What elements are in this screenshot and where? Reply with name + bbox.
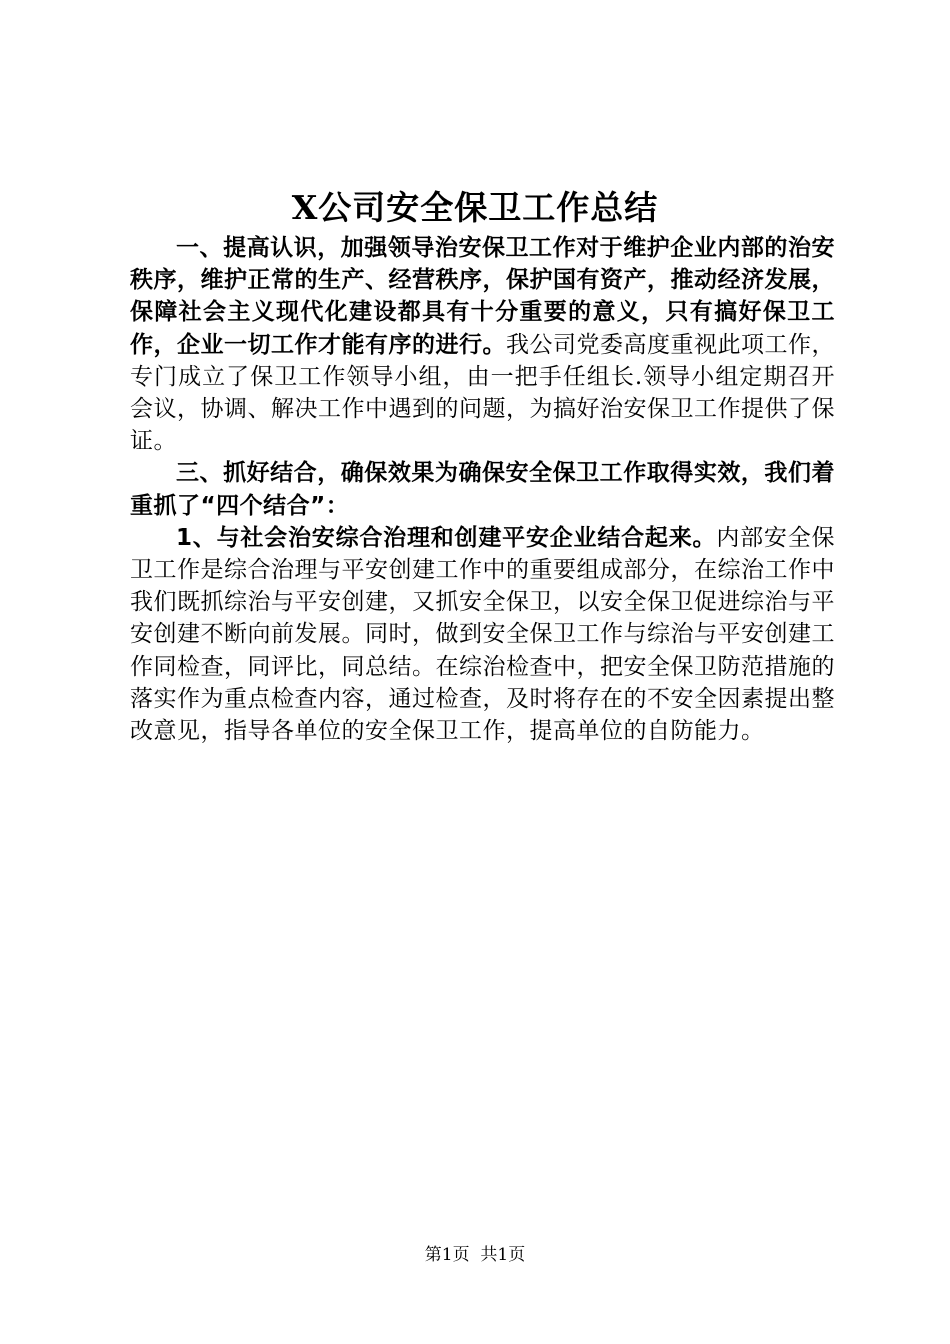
paragraph-four-combinations <box>130 457 835 521</box>
page-footer: 第1页 共1页 <box>424 1245 526 1265</box>
document-body <box>130 232 835 747</box>
paragraph-heading: 1、与社会治安综合治理和创建平安企业结合起来。 <box>176 524 717 551</box>
paragraph-raise-awareness <box>130 232 835 457</box>
paragraph-combination-1 <box>130 522 835 747</box>
paragraph-text: 我公司党委高度重视此项工作，专门成立了保卫工作领导小组，由一把手任组长.领导小组定期召开会议，协调、解决工作中遇到的问题，为搞好治安保卫工作提供了保证。 <box>130 331 835 455</box>
document-title: X公司安全保卫工作总结 <box>291 188 659 227</box>
paragraph-text: 内部安全保卫工作是综合治理与平安创建工作中的重要组成部分，在综治工作中我们既抓综治与平安创建，又抓安全保卫，以安全保卫促进综治与平安创建不断向前发展。同时，做到安全保卫工作与综治与平安创建工作同检查，同评比，同总结。在综治检查中，把安全保卫防范措施的落实作为重点检查内容，通过检查，及时将存在的不安全因素提出整改意见，指导各单位的安全保卫工作，提高单位的自防能力。 <box>130 524 835 745</box>
paragraph-heading: 三、抓好结合，确保效果为确保安全保卫工作取得实效，我们着重抓了“四个结合”： <box>130 460 835 519</box>
paragraph-heading: 一、提高认识，加强领导治安保卫工作对于维护企业内部的治安秩序，维护正常的生产、经营秩序，保护国有资产，推动经济发展，保障社会主义现代化建设都具有十分重要的意义，只有搞好保卫工作，企业一切工作才能有序的进行。 <box>130 235 835 358</box>
